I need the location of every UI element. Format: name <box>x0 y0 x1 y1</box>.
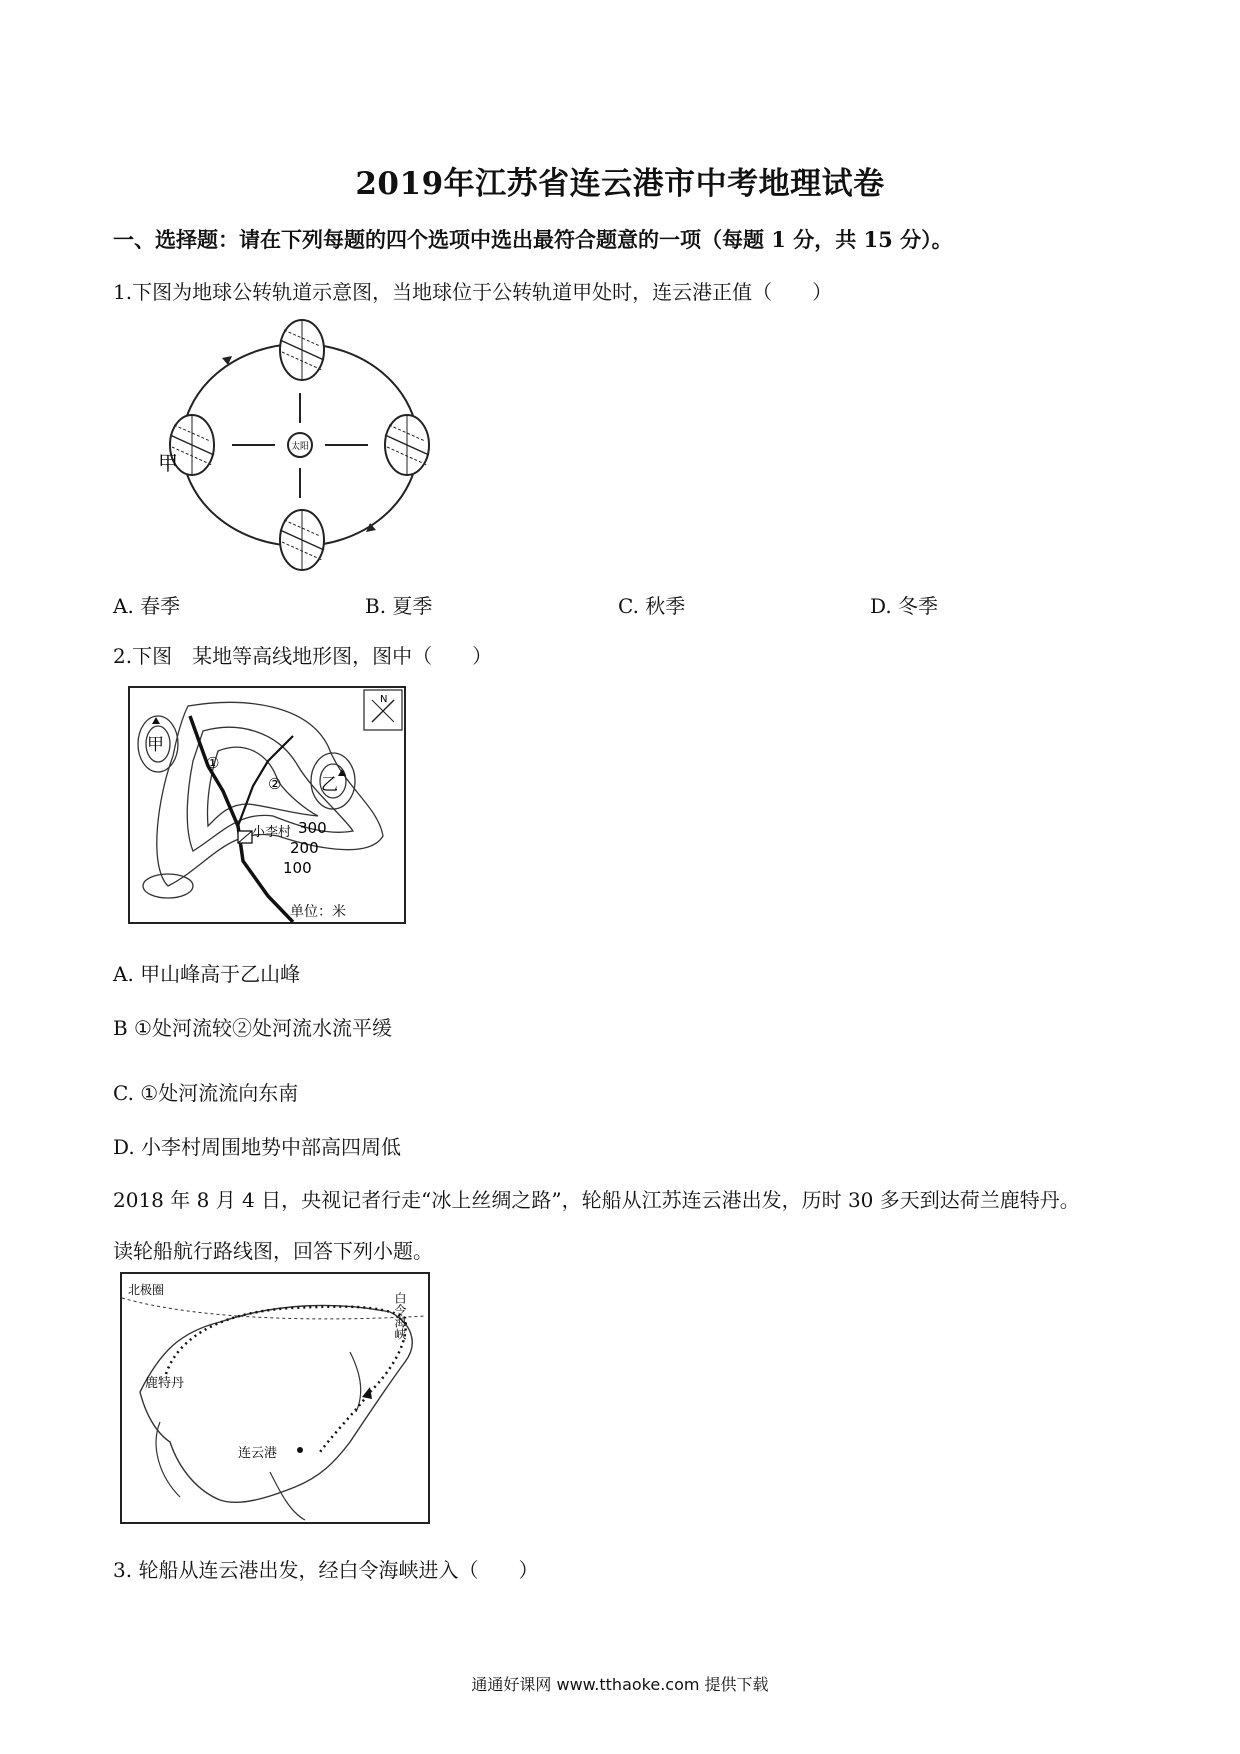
section-heading: 一、选择题：请在下列每题的四个选项中选出最符合题意的一项（每题 1 分，共 15 分）。 <box>113 227 953 252</box>
jia-label: 甲 <box>158 451 178 475</box>
bering-label: 白令海峡 <box>393 1292 407 1340</box>
q2-option-d: D. 小李村周围地势中部高四周低 <box>113 1135 402 1159</box>
q1-option-a: A. 春季 <box>113 594 181 618</box>
passage-line-2: 读轮船航行路线图，回答下列小题。 <box>113 1239 433 1263</box>
question-2-stem: 2.下图 某地等高线地形图，图中（ ） <box>113 644 493 668</box>
marker-2: ② <box>268 775 282 793</box>
q2-option-c: C. ①处河流流向东南 <box>113 1081 299 1105</box>
contour-200-label: 200 <box>290 839 319 857</box>
q1-option-d: D. 冬季 <box>870 594 939 618</box>
question-3-stem: 3. 轮船从连云港出发，经白令海峡进入（ ） <box>113 1558 539 1582</box>
unit-label: 单位：米 <box>290 904 346 920</box>
contour-100-label: 100 <box>283 859 312 877</box>
orbit-diagram <box>150 318 430 578</box>
passage-line-1: 2018 年 8 月 4 日，央视记者行走“冰上丝绸之路”，轮船从江苏连云港出发，历时 30 多天到达荷兰鹿特丹。 <box>113 1188 1080 1212</box>
footer-watermark: 通通好课网 www.tthaoke.com 提供下载 <box>471 1675 769 1694</box>
rotterdam-label: 鹿特丹 <box>145 1376 185 1391</box>
north-label: N <box>380 694 388 705</box>
peak-jia-label: 甲 <box>147 735 164 755</box>
village-label: 小李村 <box>252 825 292 840</box>
contour-map <box>128 686 406 924</box>
peak-yi-label: 乙 <box>321 775 338 795</box>
q2-option-b: B ①处河流较②处河流水流平缓 <box>113 1016 392 1040</box>
question-1-options <box>113 590 1013 618</box>
lianyungang-label: 连云港 <box>238 1446 278 1461</box>
q2-option-a: A. 甲山峰高于乙山峰 <box>113 962 301 986</box>
marker-1: ① <box>206 754 220 772</box>
earth-right-icon <box>385 415 429 475</box>
earth-top-icon <box>280 320 324 380</box>
earth-bottom-icon <box>280 510 324 570</box>
sun-label: 太阳 <box>290 442 310 452</box>
route-map <box>120 1272 430 1524</box>
question-1-stem: 1.下图为地球公转轨道示意图，当地球位于公转轨道甲处时，连云港正值（ ） <box>113 280 833 304</box>
page-title: 2019年江苏省连云港市中考地理试卷 <box>355 166 885 202</box>
q1-option-c: C. 秋季 <box>618 594 686 618</box>
q1-option-b: B. 夏季 <box>365 594 433 618</box>
arctic-circle-label: 北极圈 <box>128 1283 165 1297</box>
contour-300-label: 300 <box>298 819 327 837</box>
lianyungang-marker <box>297 1447 303 1453</box>
